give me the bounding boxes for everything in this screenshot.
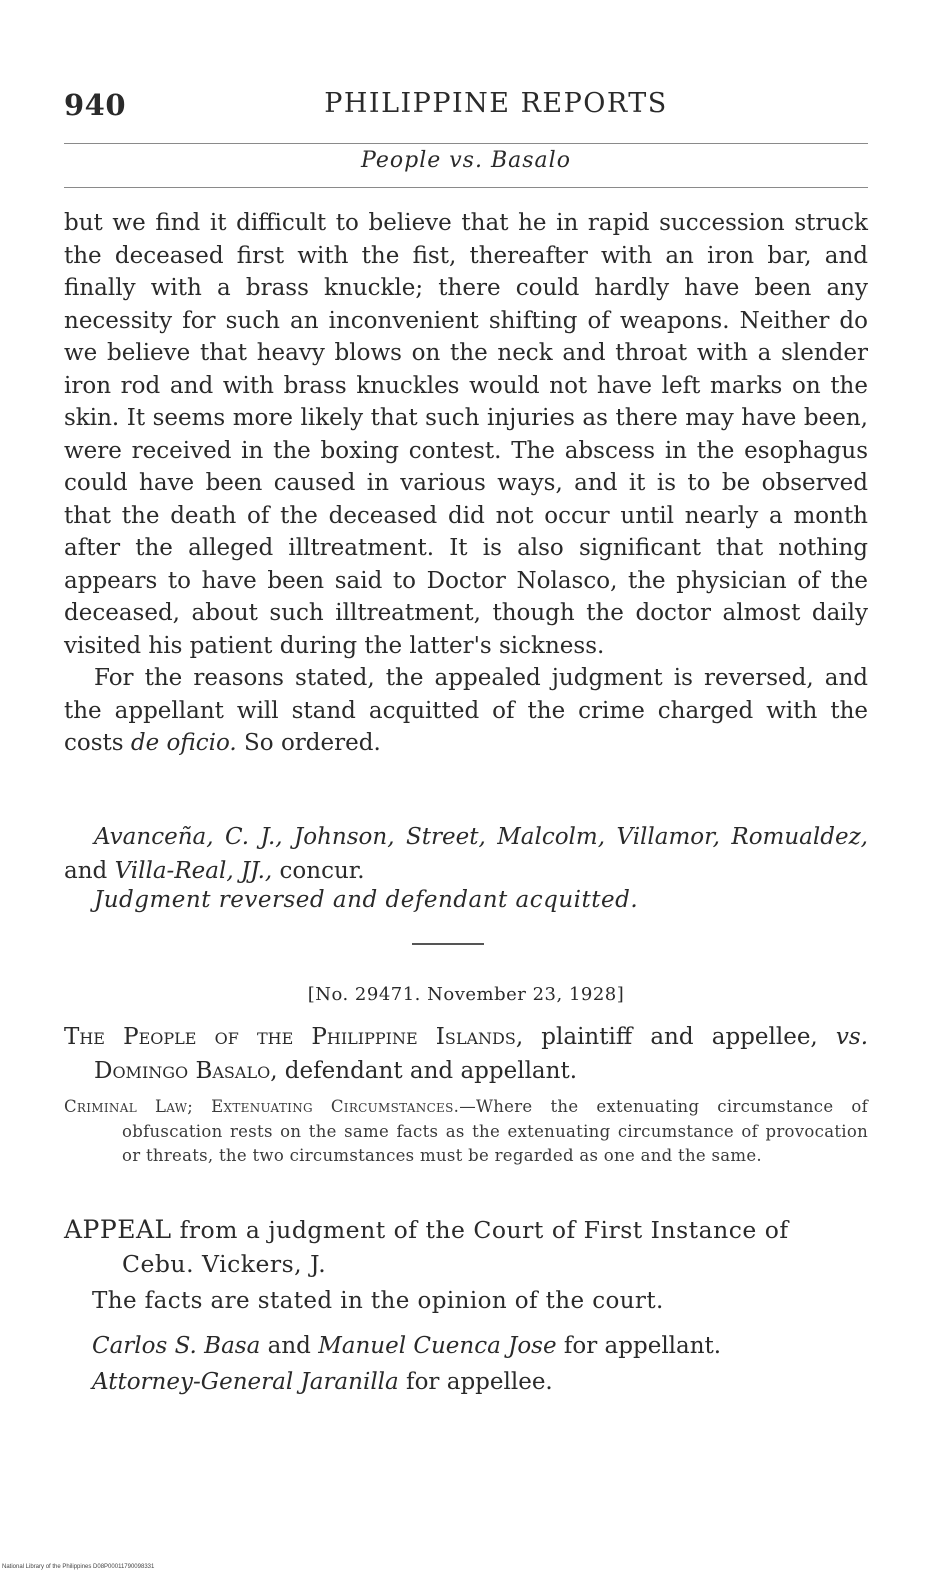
counsel-appellant-role: for appellant. (556, 1333, 722, 1359)
defendant-name: Domingo Basalo (94, 1058, 271, 1084)
concurrence (64, 820, 868, 888)
facts-statement: The facts are stated in the opinion of the court. (92, 1288, 664, 1314)
case-title: People vs. Basalo (361, 148, 571, 173)
defendant-role: , defendant and appellant. (270, 1058, 578, 1084)
disposition: Judgment reversed and defendant acquitted. (94, 887, 639, 913)
opinion-paragraph-2 (64, 662, 868, 760)
appeal-lead: APPEAL (64, 1215, 172, 1244)
concur-end: concur. (272, 858, 365, 884)
counsel-appellee-role: for appellee. (398, 1369, 553, 1395)
syllabus-text: —Where the extenuating circumstance of obfuscation rests on the same facts as the extenuating circumstance of provocation or threats, the two circumstances must be regarded as one and the same. (122, 1097, 868, 1165)
opinion-paragraph-1: but we find it difficult to believe that he in rapid succession struck the deceased first with the fist, thereafter with an iron bar, and finally with a brass knuckle; there could hardly have been any necessity for such an inconvenient shifting of weapons. Neither do we believe that heavy blows on the neck and throat with a slender iron rod and with brass knuckles would not have left marks on the skin. It seems more likely that such injuries as there may have been, were received in the boxing contest. The abscess in the esophagus could have been caused in various ways, and it is to be observed that the death of the deceased did not occur until nearly a month after the alleged illtreatment. It is also significant that nothing appears to have been said to Doctor Nolasco, the physician of the deceased, about such illtreatment, though the doctor almost daily visited his patient during the latter's sickness. (64, 210, 868, 659)
header-rule-top (64, 143, 868, 144)
scan-credit: National Library of the Philippines D08P00011790098331 (2, 1564, 155, 1570)
syllabus-heading: Criminal Law; Extenuating Circumstances. (64, 1097, 460, 1116)
appeal-line (64, 1213, 868, 1281)
counsel-appellee-name: Attorney-General Jaranilla (92, 1369, 399, 1395)
section-divider (412, 943, 484, 945)
concur-and: and (64, 858, 115, 884)
plaintiff-name: The People of the Philippine Islands (64, 1024, 516, 1050)
counsel-block (92, 1328, 721, 1400)
docket-line: [No. 29471. November 23, 1928] (307, 984, 625, 1005)
paragraph-2-text: For the reasons stated, the appealed judgment is reversed, and the appellant will stand acquitted of the crime charged with the costs (64, 665, 868, 756)
costs-term: de oficio. (130, 730, 237, 756)
counsel-appellant (92, 1328, 721, 1364)
counsel-appellee (92, 1364, 721, 1400)
header-rule-bottom (64, 187, 868, 188)
plaintiff-role: , plaintiff and appellee, (515, 1024, 836, 1050)
page-header (64, 88, 868, 128)
counsel-appellant-1: Carlos S. Basa (92, 1333, 261, 1359)
opinion-body (64, 207, 868, 760)
page-number: 940 (64, 88, 127, 122)
paragraph-2-end: So ordered. (236, 730, 381, 756)
counsel-appellant-2: Manuel Cuenca Jose (318, 1333, 557, 1359)
running-head: PHILIPPINE REPORTS (324, 88, 668, 119)
versus: vs. (835, 1024, 869, 1050)
counsel-and: and (260, 1333, 319, 1359)
syllabus (64, 1095, 868, 1169)
concurring-justices: Avanceña, C. J., Johnson, Street, Malcolm, Villamor, Romualdez, (94, 824, 868, 850)
appeal-text: from a judgment of the Court of First Instance of Cebu. Vickers, J. (122, 1216, 789, 1278)
concurring-justice-last: Villa-Real, JJ., (114, 858, 273, 884)
case-parties (64, 1020, 868, 1088)
